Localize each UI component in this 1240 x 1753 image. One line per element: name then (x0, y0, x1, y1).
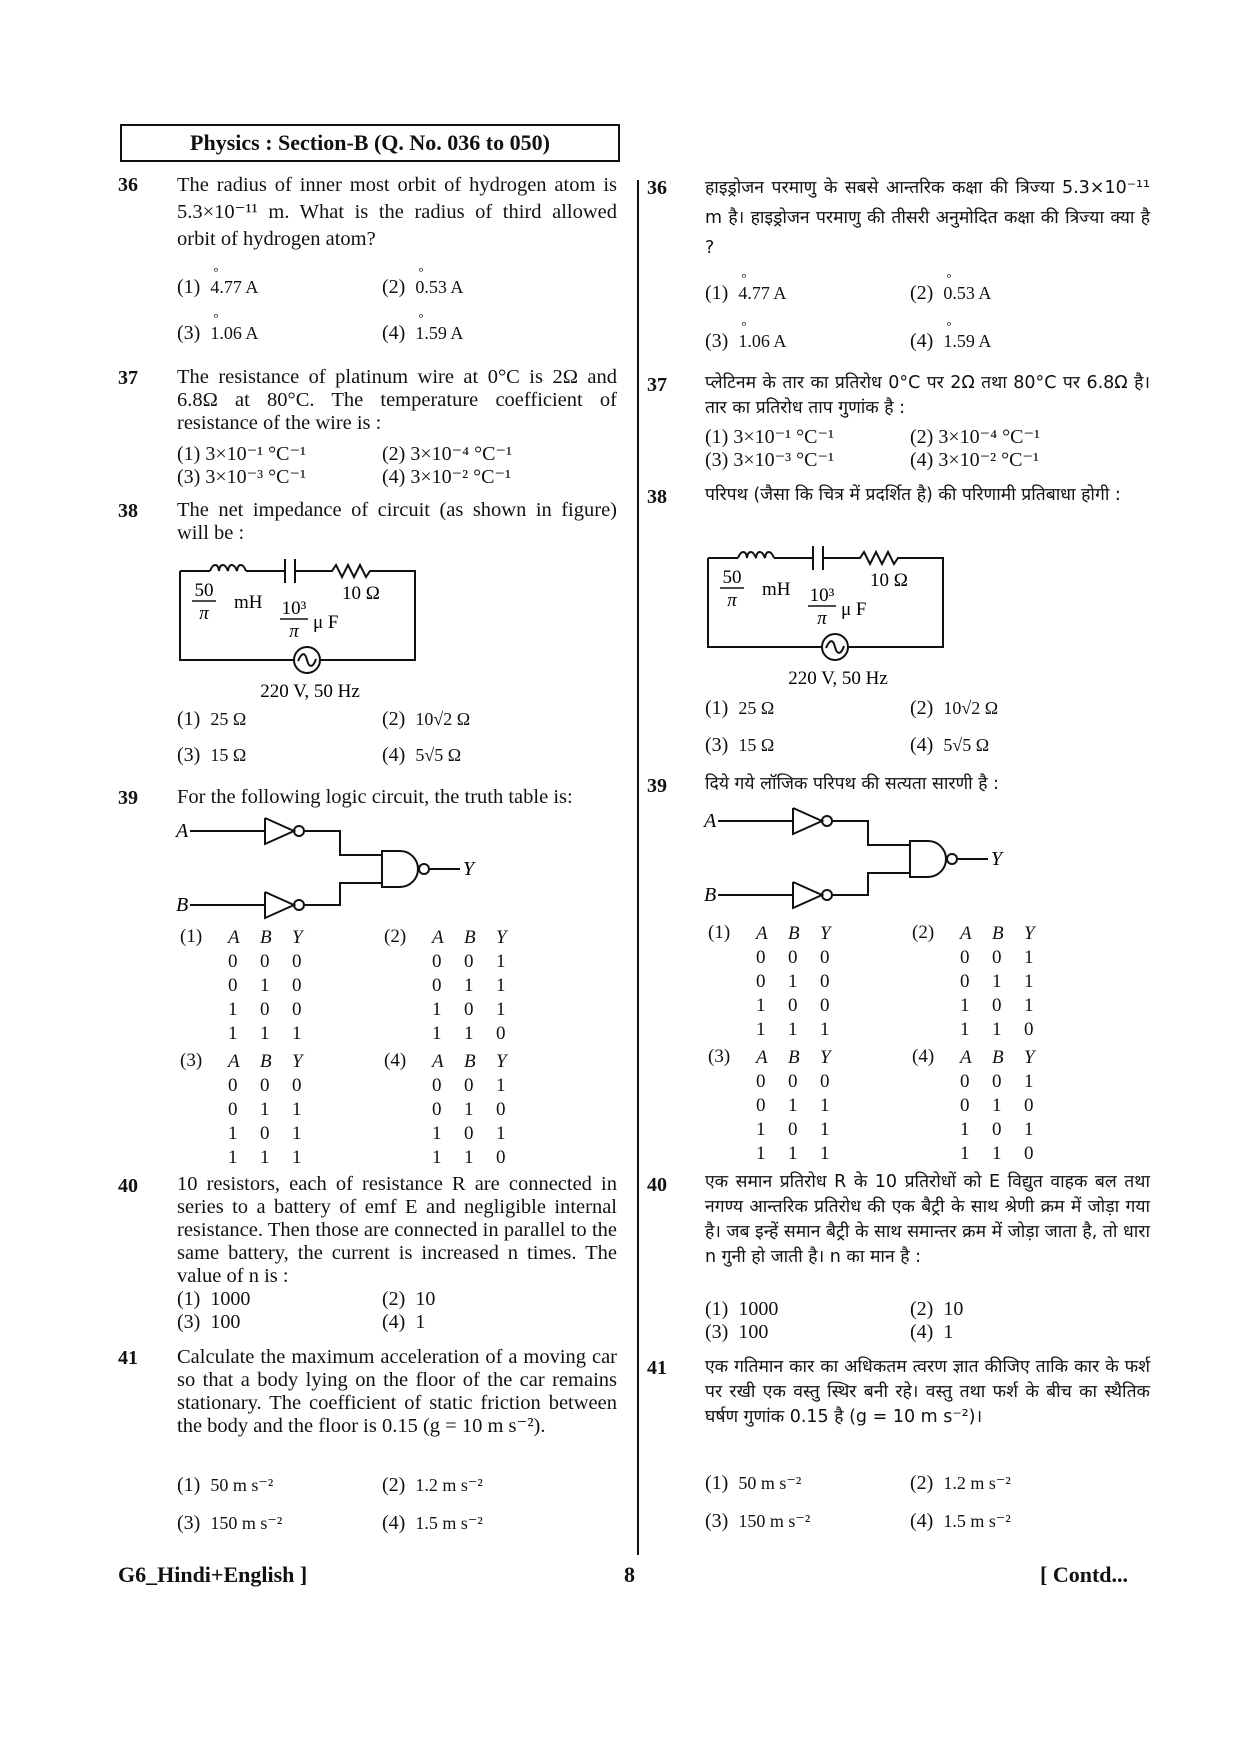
q36-option-4[interactable]: (4)° 1.59 A (382, 322, 463, 345)
q40-option-1[interactable]: (1) 1000 (177, 1288, 251, 1310)
q36-question-hi: हाइड्रोजन परमाणु के सबसे आन्तरिक कक्षा की त्रिज्या 5.3×10⁻¹¹ m है। हाइड्रोजन परमाणु की तीसरी अनुमोदित कक्षा की त्रिज्या क्या है ? (705, 178, 1150, 258)
q39-logic-circuit-en (170, 815, 490, 925)
q38-option-3-hi[interactable]: (3) 15 Ω (705, 734, 775, 756)
q36-number: 36 (118, 174, 138, 196)
q38-option-2-hi[interactable]: (2) 10√2 Ω (910, 697, 999, 719)
q38-option-4[interactable]: (4) 5√5 Ω (382, 744, 462, 766)
q36-number-hi: 36 (647, 177, 667, 199)
q41-option-2-hi[interactable]: (2) 1.2 m s⁻² (910, 1472, 1011, 1494)
q39-logic-circuit-hi (698, 805, 1018, 915)
q38-option-4-hi[interactable]: (4) 5√5 Ω (910, 734, 990, 756)
q37-option-3[interactable]: (3) 3×10⁻³ °C⁻¹ (177, 466, 307, 488)
q39-number: 39 (118, 787, 138, 809)
column-divider (637, 180, 639, 1555)
q41-number: 41 (118, 1347, 138, 1369)
q39-truth-table-4[interactable]: (4) A B Y 0 0 1 0 1 0 1 0 1 1 1 0 (384, 1050, 507, 1168)
q38-number-hi: 38 (647, 486, 667, 508)
footer-paper-code: G6_Hindi+English ] (118, 1562, 308, 1587)
q40-option-4-hi[interactable]: (4) 1 (910, 1321, 954, 1343)
source-label: 220 V, 50 Hz (260, 681, 360, 702)
svg-text:π: π (817, 608, 827, 629)
q39-truth-table-3-hi[interactable]: (3) A B Y 0 0 0 0 1 1 1 0 1 1 1 1 (708, 1046, 831, 1164)
q36-option-2-hi[interactable]: (2)° 0.53 A (910, 282, 991, 305)
q38-number: 38 (118, 500, 138, 522)
output-y-label: Y (463, 858, 475, 880)
inductor-denominator: π (199, 603, 209, 624)
q41-option-3[interactable]: (3) 150 m s⁻² (177, 1512, 283, 1534)
svg-text:220 V, 50 Hz: 220 V, 50 Hz (788, 668, 888, 689)
inductor-symbol (210, 565, 246, 571)
input-a-label: A (176, 820, 189, 842)
q36-option-3[interactable]: (3)° 1.06 A (177, 322, 258, 345)
inductor-numerator: 50 (194, 580, 214, 601)
capacitor-symbol (285, 559, 295, 583)
q39-truth-table-1[interactable]: (1) A B Y 0 0 0 0 1 0 1 0 0 1 1 1 (180, 926, 303, 1044)
q40-option-2[interactable]: (2) 10 (382, 1288, 436, 1310)
q40-question-en: 10 resistors, each of resistance R are connected in series to a battery of emf E and negligible internal resistance. Then those are connected in parallel to the same battery, the current is increased n times. The value of n is : (177, 1173, 617, 1287)
inductor-unit: mH (234, 592, 263, 613)
input-b-label: B (176, 894, 189, 916)
q40-question-hi: एक समान प्रतिरोध R के 10 प्रतिरोधों को E विद्युत वाहक बल तथा नगण्य आन्तरिक प्रतिरोध की एक बैट्री के साथ श्रेणी क्रम में जोड़ा गया है। जब इन्हें समान बैट्री के साथ समान्तर क्रम में जोड़ा जाता है, तो धारा n गुनी हो जाती है। n का मान है : (705, 1172, 1150, 1267)
footer-contd: [ Contd... (1040, 1562, 1129, 1587)
q37-option-2[interactable]: (2) 3×10⁻⁴ °C⁻¹ (382, 443, 513, 465)
q40-option-1-hi[interactable]: (1) 1000 (705, 1298, 779, 1320)
footer-page-number: 8 (624, 1562, 635, 1587)
svg-text:mH: mH (762, 579, 791, 600)
svg-text:μ F: μ F (841, 599, 867, 620)
svg-text:10³: 10³ (809, 585, 835, 606)
q38-option-2[interactable]: (2) 10√2 Ω (382, 708, 471, 730)
svg-text:10 Ω: 10 Ω (870, 570, 908, 591)
q39-truth-table-3[interactable]: (3) A B Y 0 0 0 0 1 1 1 0 1 1 1 1 (180, 1050, 303, 1168)
svg-text:50: 50 (722, 567, 742, 588)
q37-option-1-hi[interactable]: (1) 3×10⁻¹ °C⁻¹ (705, 426, 835, 448)
q37-number: 37 (118, 367, 138, 389)
q40-option-2-hi[interactable]: (2) 10 (910, 1298, 964, 1320)
q37-option-4-hi[interactable]: (4) 3×10⁻² °C⁻¹ (910, 449, 1040, 471)
q41-question-en: Calculate the maximum acceleration of a moving car so that a body lying on the floor of the car remains stationary. The coefficient of static friction between the body and the floor is 0.15 (g = 10 m s⁻²). (177, 1346, 617, 1437)
capacitor-unit: μ F (313, 612, 339, 633)
q37-option-1[interactable]: (1) 3×10⁻¹ °C⁻¹ (177, 443, 307, 465)
q37-question-hi: प्लेटिनम के तार का प्रतिरोध 0°C पर 2Ω तथा 80°C पर 6.8Ω है। तार का प्रतिरोध ताप गुणांक है : (705, 373, 1150, 418)
q39-truth-table-4-hi[interactable]: (4) A B Y 0 0 1 0 1 0 1 0 1 1 1 0 (912, 1046, 1035, 1164)
q40-number-hi: 40 (647, 1174, 667, 1196)
section-title: Physics : Section-B (Q. No. 036 to 050) (120, 124, 620, 162)
svg-text:π: π (727, 590, 737, 611)
q37-question-en: The resistance of platinum wire at 0°C is 2Ω and 6.8Ω at 80°C. The temperature coefficient of resistance of the wire is : (177, 366, 617, 434)
q36-option-2[interactable]: (2)° 0.53 A (382, 276, 463, 299)
q39-number-hi: 39 (647, 775, 667, 797)
q41-question-hi: एक गतिमान कार का अधिकतम त्वरण ज्ञात कीजिए ताकि कार के फर्श पर रखी एक वस्तु स्थिर बनी रहे। वस्तु तथा फर्श के बीच का स्थैतिक घर्षण गुणांक 0.15 है (g = 10 m s⁻²)। (705, 1357, 1150, 1427)
q38-option-1[interactable]: (1) 25 Ω (177, 708, 247, 730)
q36-option-4-hi[interactable]: (4)° 1.59 A (910, 330, 991, 353)
svg-text:B: B (704, 884, 717, 906)
q38-question-en: The net impedance of circuit (as shown in figure) will be : (177, 499, 617, 544)
q39-truth-table-2[interactable]: (2) A B Y 0 0 1 0 1 1 1 0 1 1 1 0 (384, 926, 507, 1044)
q40-number: 40 (118, 1175, 138, 1197)
svg-text:A: A (704, 810, 717, 832)
q38-option-1-hi[interactable]: (1) 25 Ω (705, 697, 775, 719)
q36-question-en: The radius of inner most orbit of hydrogen atom is 5.3×10⁻¹¹ m. What is the radius of third allowed orbit of hydrogen atom? (177, 174, 617, 250)
q39-truth-table-2-hi[interactable]: (2) A B Y 0 0 1 0 1 1 1 0 1 1 1 0 (912, 922, 1035, 1040)
q40-option-3-hi[interactable]: (3) 100 (705, 1321, 769, 1343)
q36-option-1-hi[interactable]: (1)° 4.77 A (705, 282, 786, 305)
q38-question-hi: परिपथ (जैसा कि चित्र में प्रदर्शित है) की परिणामी प्रतिबाधा होगी : (705, 485, 1121, 505)
q37-option-4[interactable]: (4) 3×10⁻² °C⁻¹ (382, 466, 512, 488)
svg-text:Y: Y (991, 848, 1003, 870)
q41-option-4-hi[interactable]: (4) 1.5 m s⁻² (910, 1510, 1011, 1532)
q36-option-1[interactable]: (1)° 4.77 A (177, 276, 258, 299)
capacitor-numerator: 10³ (281, 598, 307, 619)
q37-option-2-hi[interactable]: (2) 3×10⁻⁴ °C⁻¹ (910, 426, 1041, 448)
q41-option-4[interactable]: (4) 1.5 m s⁻² (382, 1512, 483, 1534)
q38-circuit-diagram-en (170, 553, 440, 703)
q40-option-4[interactable]: (4) 1 (382, 1311, 426, 1333)
q41-option-3-hi[interactable]: (3) 150 m s⁻² (705, 1510, 811, 1532)
resistor-label: 10 Ω (342, 583, 380, 604)
q37-number-hi: 37 (647, 374, 667, 396)
q37-option-3-hi[interactable]: (3) 3×10⁻³ °C⁻¹ (705, 449, 835, 471)
q41-number-hi: 41 (647, 1357, 667, 1379)
q40-option-3[interactable]: (3) 100 (177, 1311, 241, 1333)
capacitor-denominator: π (289, 621, 299, 642)
q41-option-1-hi[interactable]: (1) 50 m s⁻² (705, 1472, 802, 1494)
q39-question-en: For the following logic circuit, the truth table is: (177, 786, 573, 808)
q41-option-1[interactable]: (1) 50 m s⁻² (177, 1474, 274, 1496)
q38-option-3[interactable]: (3) 15 Ω (177, 744, 247, 766)
q41-option-2[interactable]: (2) 1.2 m s⁻² (382, 1474, 483, 1496)
q39-truth-table-1-hi[interactable]: (1) A B Y 0 0 0 0 1 0 1 0 0 1 1 1 (708, 922, 831, 1040)
q36-option-3-hi[interactable]: (3)° 1.06 A (705, 330, 786, 353)
q39-question-hi: दिये गये लॉजिक परिपथ की सत्यता सारणी है : (705, 774, 1000, 794)
q38-circuit-diagram-hi (698, 540, 968, 690)
